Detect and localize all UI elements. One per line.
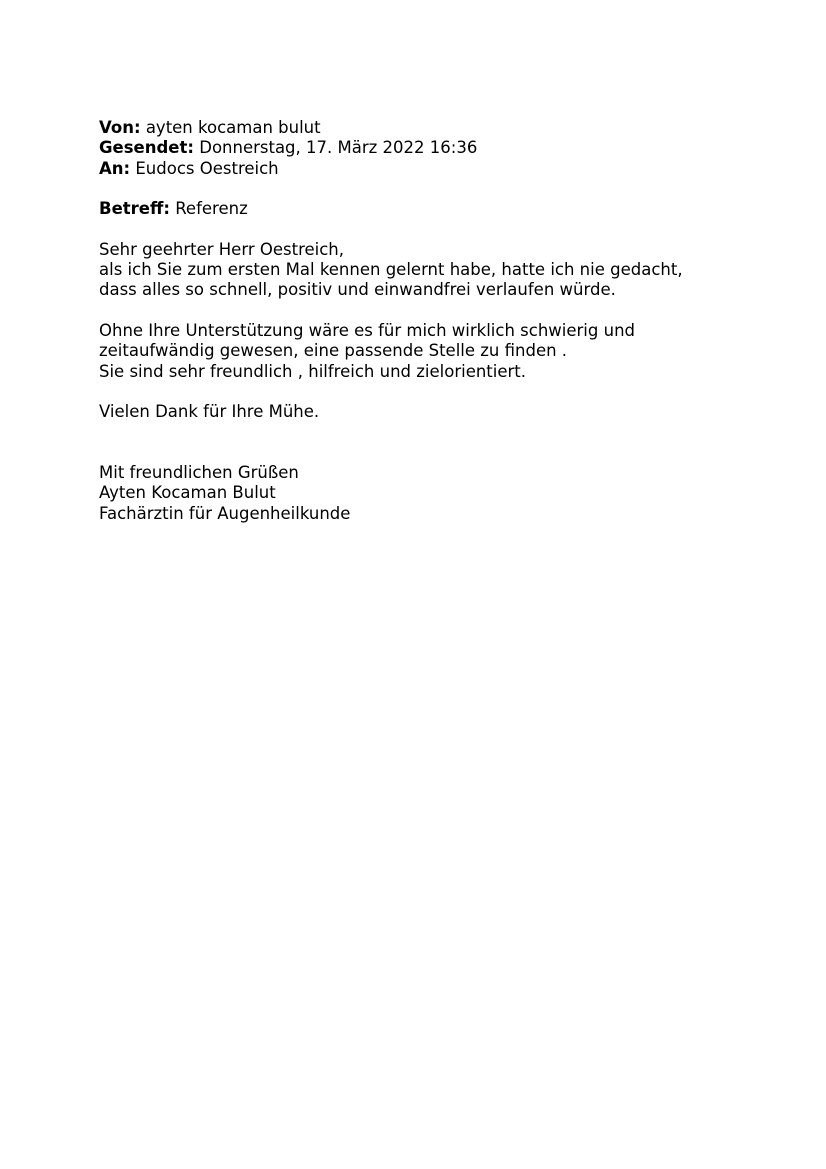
sent-value: Donnerstag, 17. März 2022 16:36 (199, 138, 478, 158)
sent-label: Gesendet: (99, 138, 194, 158)
paragraph-1-line-2: dass alles so schnell, positiv und einwandfrei verlaufen würde. (99, 280, 616, 300)
paragraph-2-line-3: Sie sind sehr freundlich , hilfreich und zielorientiert. (99, 361, 527, 381)
subject-value: Referenz (175, 199, 248, 219)
sent-line (99, 138, 799, 158)
thanks-line: Vielen Dank für Ihre Mühe. (99, 402, 320, 422)
closing: Mit freundlichen Grüßen (99, 463, 299, 483)
paragraph-1-line-1: als ich Sie zum ersten Mal kennen gelernt habe, hatte ich nie gedacht, (99, 260, 683, 280)
email-document (99, 118, 799, 524)
email-body (99, 240, 799, 423)
subject-label: Betreff: (99, 199, 170, 219)
paragraph-2-line-1: Ohne Ihre Unterstützung wäre es für mich wirklich schwierig und (99, 320, 636, 340)
to-label: An: (99, 158, 131, 178)
from-line (99, 118, 799, 138)
to-line (99, 159, 799, 179)
email-signature (99, 463, 799, 524)
subject-line (99, 199, 799, 219)
from-label: Von: (99, 118, 141, 137)
from-value: ayten kocaman bulut (145, 118, 321, 137)
paragraph-2-line-2: zeitaufwändig gewesen, eine passende Stelle zu finden . (99, 341, 568, 361)
to-value: Eudocs Oestreich (135, 158, 279, 178)
salutation: Sehr geehrter Herr Oestreich, (99, 239, 344, 259)
signer-name: Ayten Kocaman Bulut (99, 483, 276, 503)
signer-title: Fachärztin für Augenheilkunde (99, 503, 351, 523)
email-header (99, 118, 799, 219)
